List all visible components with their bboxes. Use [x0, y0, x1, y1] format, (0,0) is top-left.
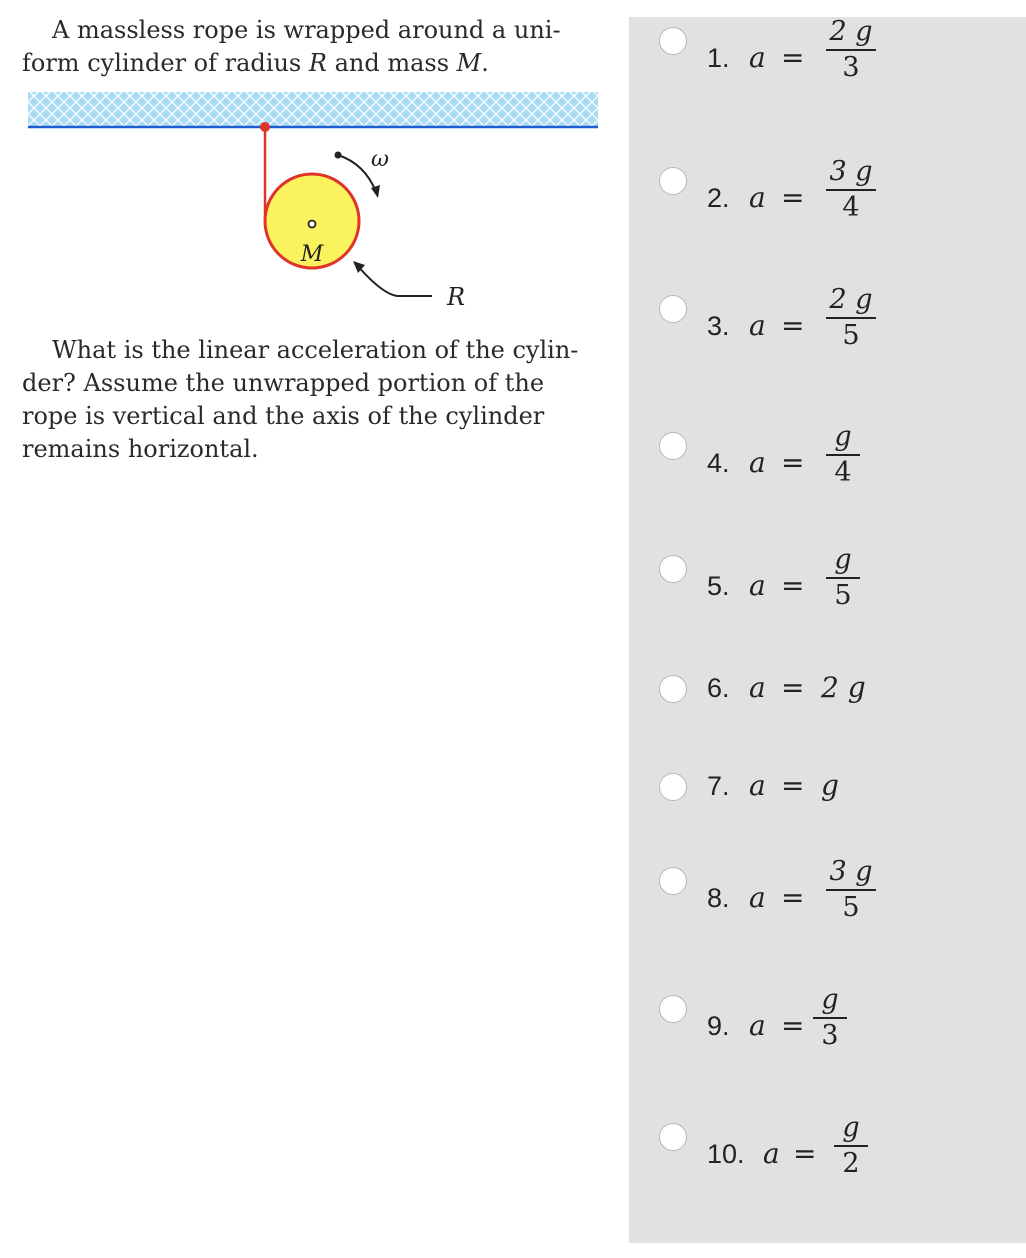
option-number-9: 9.	[707, 1011, 730, 1041]
option-numerator-10: g	[842, 1112, 860, 1143]
option-var-10: a	[763, 1137, 780, 1170]
question-prompt-line3: rope is vertical and the axis of the cylinder	[22, 402, 545, 430]
option-denominator-2: 4	[842, 192, 860, 223]
answer-radio-9[interactable]	[659, 995, 687, 1023]
option-number-2: 2.	[707, 183, 730, 213]
radius-label: R	[447, 283, 466, 311]
option-fraction-1	[826, 17, 876, 83]
option-denominator-5: 5	[834, 580, 852, 611]
question-prompt-line1: What is the linear acceleration of the cylin-	[52, 336, 579, 364]
option-denominator-9: 3	[821, 1020, 839, 1051]
answer-radio-8[interactable]	[659, 867, 687, 895]
option-fraction-5	[826, 545, 860, 611]
option-var-8: a	[749, 881, 766, 914]
option-numerator-8: 3 g	[829, 856, 873, 887]
answer-option-2[interactable]	[629, 157, 1026, 257]
option-denominator-10: 2	[842, 1148, 860, 1179]
answer-option-3[interactable]	[629, 285, 1026, 385]
option-number-7: 7.	[707, 771, 730, 801]
option-eq-5: =	[781, 569, 805, 602]
answer-option-5[interactable]	[629, 545, 1026, 645]
answer-radio-1[interactable]	[659, 27, 687, 55]
option-numerator-1: 2 g	[829, 16, 873, 47]
option-number-8: 8.	[707, 883, 730, 913]
fraction-bar	[826, 889, 876, 891]
option-numerator-3: 2 g	[829, 284, 873, 315]
option-numerator-4: g	[834, 421, 852, 452]
option-eq-8: =	[781, 881, 805, 914]
option-eq-6: =	[781, 671, 805, 704]
fraction-bar	[826, 317, 876, 319]
option-eq-2: =	[781, 181, 805, 214]
option-numerator-9: g	[821, 984, 839, 1015]
fraction-bar	[834, 1145, 868, 1147]
option-denominator-8: 5	[842, 892, 860, 923]
fraction-bar	[826, 577, 860, 579]
option-fraction-9	[813, 985, 847, 1051]
option-var-5: a	[749, 569, 766, 602]
answer-radio-10[interactable]	[659, 1123, 687, 1151]
option-var-9: a	[749, 1009, 766, 1042]
option-denominator-3: 5	[842, 320, 860, 351]
option-number-5: 5.	[707, 571, 730, 601]
question-intro-line1: A massless rope is wrapped around a uni-	[52, 16, 561, 44]
fraction-bar	[813, 1017, 847, 1019]
answer-radio-6[interactable]	[659, 675, 687, 703]
radius-arrow	[356, 264, 432, 296]
ceiling-hatch	[28, 92, 598, 126]
option-number-10: 10.	[707, 1139, 745, 1169]
answer-option-1[interactable]	[629, 17, 1026, 117]
fraction-bar	[826, 454, 860, 456]
fraction-bar	[826, 189, 876, 191]
option-rhs-7: g	[821, 769, 839, 802]
answer-option-10[interactable]	[629, 1109, 1026, 1209]
question-prompt-line4: remains horizontal.	[22, 435, 259, 463]
question-prompt	[22, 334, 597, 466]
option-fraction-3	[826, 285, 876, 351]
axis-point	[309, 221, 316, 228]
option-fraction-8	[826, 857, 876, 923]
cylinder-diagram	[22, 84, 602, 324]
fraction-bar	[826, 49, 876, 51]
option-eq-7: =	[781, 769, 805, 802]
answer-option-7[interactable]	[629, 771, 1026, 871]
omega-label: ω	[371, 147, 389, 172]
option-number-6: 6.	[707, 673, 730, 703]
answer-option-6[interactable]	[629, 673, 1026, 773]
answer-options-panel	[629, 17, 1026, 1243]
option-var-1: a	[749, 41, 766, 74]
option-eq-1: =	[781, 41, 805, 74]
rope-anchor	[260, 122, 270, 132]
option-var-3: a	[749, 309, 766, 342]
answer-radio-7[interactable]	[659, 773, 687, 801]
answer-radio-2[interactable]	[659, 167, 687, 195]
omega-arrowhead	[371, 185, 380, 198]
option-var-7: a	[749, 769, 766, 802]
answer-radio-4[interactable]	[659, 432, 687, 460]
option-number-3: 3.	[707, 311, 730, 341]
answer-radio-3[interactable]	[659, 295, 687, 323]
option-numerator-5: g	[834, 544, 852, 575]
option-number-1: 1.	[707, 43, 730, 73]
option-fraction-4	[826, 422, 860, 488]
option-eq-10: =	[793, 1137, 817, 1170]
mass-label: M	[300, 242, 324, 267]
option-rhs-6: 2 g	[821, 671, 866, 704]
option-eq-9: =	[781, 1009, 805, 1042]
answer-option-8[interactable]	[629, 857, 1026, 957]
question-intro-line2: form cylinder of radius R and mass M.	[22, 49, 489, 77]
option-denominator-4: 4	[834, 457, 852, 488]
option-var-4: a	[749, 446, 766, 479]
option-var-6: a	[749, 671, 766, 704]
answer-option-9[interactable]	[629, 985, 1026, 1085]
option-fraction-10	[834, 1113, 868, 1179]
option-var-2: a	[749, 181, 766, 214]
option-eq-3: =	[781, 309, 805, 342]
option-fraction-2	[826, 157, 876, 223]
question-intro	[22, 14, 597, 80]
option-eq-4: =	[781, 446, 805, 479]
question-prompt-line2: der? Assume the unwrapped portion of the	[22, 369, 545, 397]
answer-radio-5[interactable]	[659, 555, 687, 583]
option-numerator-2: 3 g	[829, 156, 873, 187]
option-denominator-1: 3	[842, 52, 860, 83]
answer-option-4[interactable]	[629, 422, 1026, 522]
option-number-4: 4.	[707, 448, 730, 478]
